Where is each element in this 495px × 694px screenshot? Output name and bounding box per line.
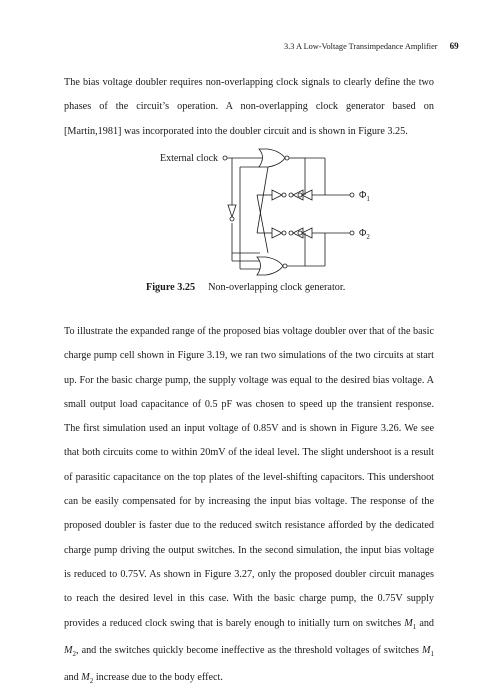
phi1-subscript: 1 (366, 195, 370, 203)
caption-text: Non-overlapping clock generator. (208, 282, 346, 293)
paragraph-2-text-c: increase due to the body effect. (95, 672, 223, 684)
phi2-symbol: Φ (359, 228, 367, 239)
inverter-top-3 (302, 190, 312, 200)
clock-generator-diagram (140, 145, 380, 285)
paragraph-2-text-a: To illustrate the expanded range of the proposed bias voltage doubler over that of the basic charge pump cell shown in Figure 3.19, we ran two simulations of the two circuits at start up. For the basic charge pump, the supply voltage was equal to the desired bias voltage. A small output load capacitance of 0.5 pF was chosen to speed up the transient response. The first simulation used an input voltage of 0.85V and is shown in Figure 3.26. We see that both circuits come to within 20mV of the ideal level. The slight undershoot is a result of parasitic capacitance on the top plates of the level-shifting capacitors. This undershoot can be easily compensated for by increasing the input bias voltage. The response of the proposed doubler is faster due to the reduced switch resistance afforded by the dedicated charge pump driving the output switches. In the second simulation, the input bias voltage is reduced to 0.75V. As shown in Figure 3.27, only the proposed doubler circuit manages to reach the desired level in this case. With the basic charge pump, the 0.75V supply provides a reduced clock swing that is barely enough to initially turn on switches (64, 326, 434, 629)
conjunction-1: and (419, 617, 435, 629)
symbol-m1-second-sub: 1 (430, 649, 435, 658)
inverter-bottom-3 (302, 228, 312, 238)
phi2-subscript: 2 (366, 233, 370, 241)
symbol-m1: M (404, 617, 413, 629)
phi1-terminal (350, 193, 354, 197)
phi2-terminal (350, 231, 354, 235)
phi1-symbol: Φ (359, 190, 367, 201)
phi1-label (359, 190, 370, 203)
inverter-bottom-1 (272, 228, 282, 238)
phi2-label (359, 228, 370, 241)
input-terminal (223, 156, 227, 160)
conjunction-2: and (64, 672, 79, 684)
running-header (284, 41, 459, 51)
symbol-m2-sub: 2 (72, 649, 76, 658)
symbol-m2-second-sub: 2 (89, 677, 94, 686)
caption-label: Figure 3.25 (146, 282, 196, 293)
external-clock-label: External clock (160, 153, 219, 164)
symbol-m1-sub: 1 (412, 622, 417, 631)
paragraph-1: The bias voltage doubler requires non-overlapping clock signals to clearly define the two phases of the circuit’s operation. A non-overlapping clock generator based on [Martin,1981] was incorporated into the doubler circuit and is shown in Figure 3.25. (64, 77, 434, 137)
paragraph-2-text-b: , and the switches quickly become ineffective as the threshold voltages of switches (76, 644, 419, 656)
inverter-top-1 (272, 190, 282, 200)
figure-caption (146, 282, 345, 293)
section-title: 3.3 A Low-Voltage Transimpedance Amplifier (284, 42, 438, 51)
page-number: 69 (449, 41, 459, 51)
input-inverter (228, 205, 236, 217)
nor-gate-top (259, 149, 285, 167)
symbol-m1-second: M (422, 644, 431, 656)
paragraph-2 (64, 320, 434, 694)
symbol-m2: M (64, 644, 73, 656)
symbol-m2-second: M (81, 672, 90, 684)
nor-gate-bottom (257, 257, 283, 275)
